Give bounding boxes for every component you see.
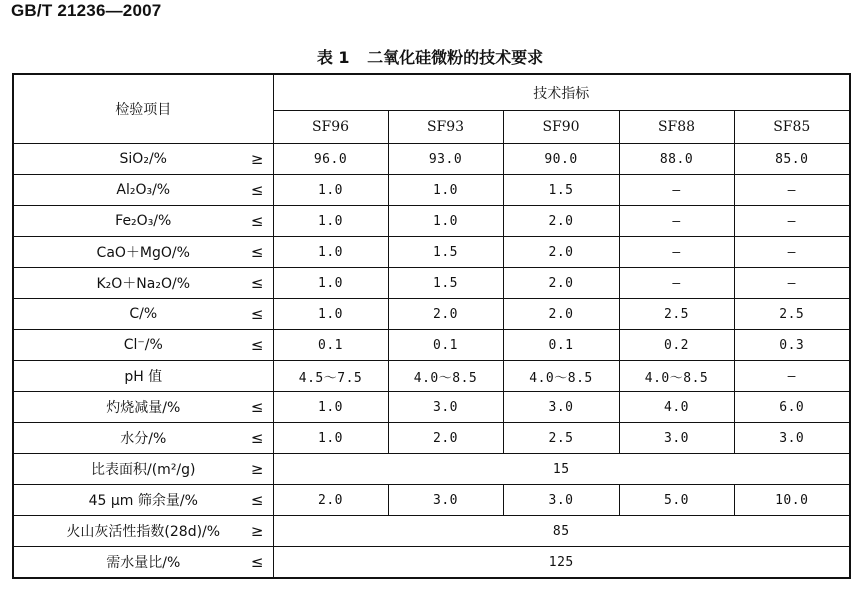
value-cell: 0.3 (734, 330, 850, 361)
item-column-header: 检验项目 (13, 74, 273, 144)
value-cell: 1.5 (388, 268, 503, 299)
grade-header: SF96 (273, 111, 388, 144)
value-cell: 0.1 (503, 330, 619, 361)
table-row (13, 175, 850, 206)
item-name: K₂O＋Na₂O/% (96, 276, 190, 292)
value-cell: 85 (273, 516, 850, 547)
item-name: pH 值 (124, 369, 163, 385)
value-cell: 2.0 (503, 299, 619, 330)
value-cell: 0.1 (388, 330, 503, 361)
value-cell: 4.0～8.5 (503, 361, 619, 392)
value-cell: 85.0 (734, 144, 850, 175)
value-cell: 3.0 (503, 392, 619, 423)
value-cell: — (734, 268, 850, 299)
value-cell: — (619, 206, 734, 237)
table-row (13, 206, 850, 237)
comparison-sign: ≤ (250, 274, 264, 292)
value-cell: 1.0 (388, 206, 503, 237)
value-cell: 3.0 (388, 392, 503, 423)
standard-number: GB/T 21236—2007 (11, 1, 162, 20)
grade-header: SF85 (734, 111, 850, 144)
table-row (13, 516, 850, 547)
table-row (13, 454, 850, 485)
item-name: 灼烧减量/% (106, 400, 181, 416)
value-cell: 2.0 (388, 299, 503, 330)
comparison-sign: ≤ (250, 398, 264, 416)
value-cell: 3.0 (619, 423, 734, 454)
comparison-sign: ≥ (250, 460, 264, 478)
item-cell (13, 392, 273, 423)
value-cell: 1.0 (273, 299, 388, 330)
item-name: SiO₂/% (119, 151, 167, 167)
value-cell: — (619, 268, 734, 299)
value-cell: 1.5 (503, 175, 619, 206)
value-cell: 3.0 (734, 423, 850, 454)
value-cell: 2.5 (734, 299, 850, 330)
table-row (13, 330, 850, 361)
comparison-sign: ≥ (250, 150, 264, 168)
item-cell (13, 299, 273, 330)
value-cell: 0.2 (619, 330, 734, 361)
value-cell: 2.0 (503, 206, 619, 237)
table-row (13, 237, 850, 268)
value-cell: 3.0 (503, 485, 619, 516)
comparison-sign: ≤ (250, 305, 264, 323)
value-cell: 93.0 (388, 144, 503, 175)
item-name: Fe₂O₃/% (115, 213, 172, 229)
value-cell: 2.5 (619, 299, 734, 330)
item-name: CaO＋MgO/% (96, 245, 190, 261)
technical-index-header: 技术指标 (273, 74, 850, 111)
grade-header: SF88 (619, 111, 734, 144)
item-cell (13, 237, 273, 268)
item-cell (13, 423, 273, 454)
item-cell (13, 547, 273, 579)
value-cell: 1.0 (273, 392, 388, 423)
value-cell: 1.0 (273, 423, 388, 454)
value-cell: 96.0 (273, 144, 388, 175)
value-cell: — (734, 175, 850, 206)
value-cell: 1.0 (273, 206, 388, 237)
value-cell: 10.0 (734, 485, 850, 516)
value-cell: 0.1 (273, 330, 388, 361)
value-cell: 1.0 (273, 237, 388, 268)
item-cell (13, 330, 273, 361)
value-cell: 4.5～7.5 (273, 361, 388, 392)
comparison-sign: ≤ (250, 181, 264, 199)
value-cell: 2.5 (503, 423, 619, 454)
item-name: 45 μm 筛余量/% (88, 493, 198, 509)
comparison-sign: ≥ (250, 522, 264, 540)
value-cell: 5.0 (619, 485, 734, 516)
item-cell (13, 485, 273, 516)
value-cell: 88.0 (619, 144, 734, 175)
value-cell: 4.0～8.5 (619, 361, 734, 392)
comparison-sign: ≤ (250, 212, 264, 230)
value-cell: 2.0 (273, 485, 388, 516)
comparison-sign: ≤ (250, 429, 264, 447)
item-cell (13, 175, 273, 206)
value-cell: 2.0 (503, 237, 619, 268)
comparison-sign: ≤ (250, 336, 264, 354)
value-cell: — (619, 175, 734, 206)
value-cell: — (734, 206, 850, 237)
table-row (13, 485, 850, 516)
value-cell: — (734, 361, 850, 392)
item-name: C/% (129, 306, 158, 322)
value-cell: 4.0～8.5 (388, 361, 503, 392)
value-cell: 2.0 (503, 268, 619, 299)
table-row (13, 547, 850, 579)
item-cell (13, 454, 273, 485)
table-body (13, 144, 850, 579)
item-name: Al₂O₃/% (116, 182, 171, 198)
item-cell (13, 144, 273, 175)
table-row (13, 361, 850, 392)
table-row (13, 423, 850, 454)
item-cell (13, 206, 273, 237)
value-cell: 15 (273, 454, 850, 485)
table-caption (0, 45, 860, 68)
value-cell: 1.0 (388, 175, 503, 206)
table-row (13, 268, 850, 299)
item-name: 需水量比/% (106, 555, 181, 571)
value-cell: 1.0 (273, 175, 388, 206)
item-cell (13, 268, 273, 299)
item-cell (13, 516, 273, 547)
comparison-sign: ≤ (250, 491, 264, 509)
table-row (13, 392, 850, 423)
value-cell: — (734, 237, 850, 268)
value-cell: 6.0 (734, 392, 850, 423)
value-cell: 125 (273, 547, 850, 579)
value-cell: 2.0 (388, 423, 503, 454)
item-cell (13, 361, 273, 392)
table-title: 二氧化硅微粉的技术要求 (367, 48, 544, 67)
value-cell: 1.0 (273, 268, 388, 299)
value-cell: 1.5 (388, 237, 503, 268)
grade-header: SF93 (388, 111, 503, 144)
item-name: 水分/% (120, 431, 167, 447)
item-name: Cl⁻/% (123, 337, 163, 353)
technical-requirements-table (12, 73, 851, 579)
value-cell: 90.0 (503, 144, 619, 175)
table-row (13, 144, 850, 175)
table-row (13, 299, 850, 330)
value-cell: — (619, 237, 734, 268)
value-cell: 3.0 (388, 485, 503, 516)
comparison-sign: ≤ (250, 553, 264, 571)
item-name: 比表面积/(m²/g) (91, 462, 196, 478)
grade-header: SF90 (503, 111, 619, 144)
comparison-sign: ≤ (250, 243, 264, 261)
item-name: 火山灰活性指数(28d)/% (66, 524, 221, 540)
value-cell: 4.0 (619, 392, 734, 423)
table-number: 表 1 (316, 48, 350, 67)
